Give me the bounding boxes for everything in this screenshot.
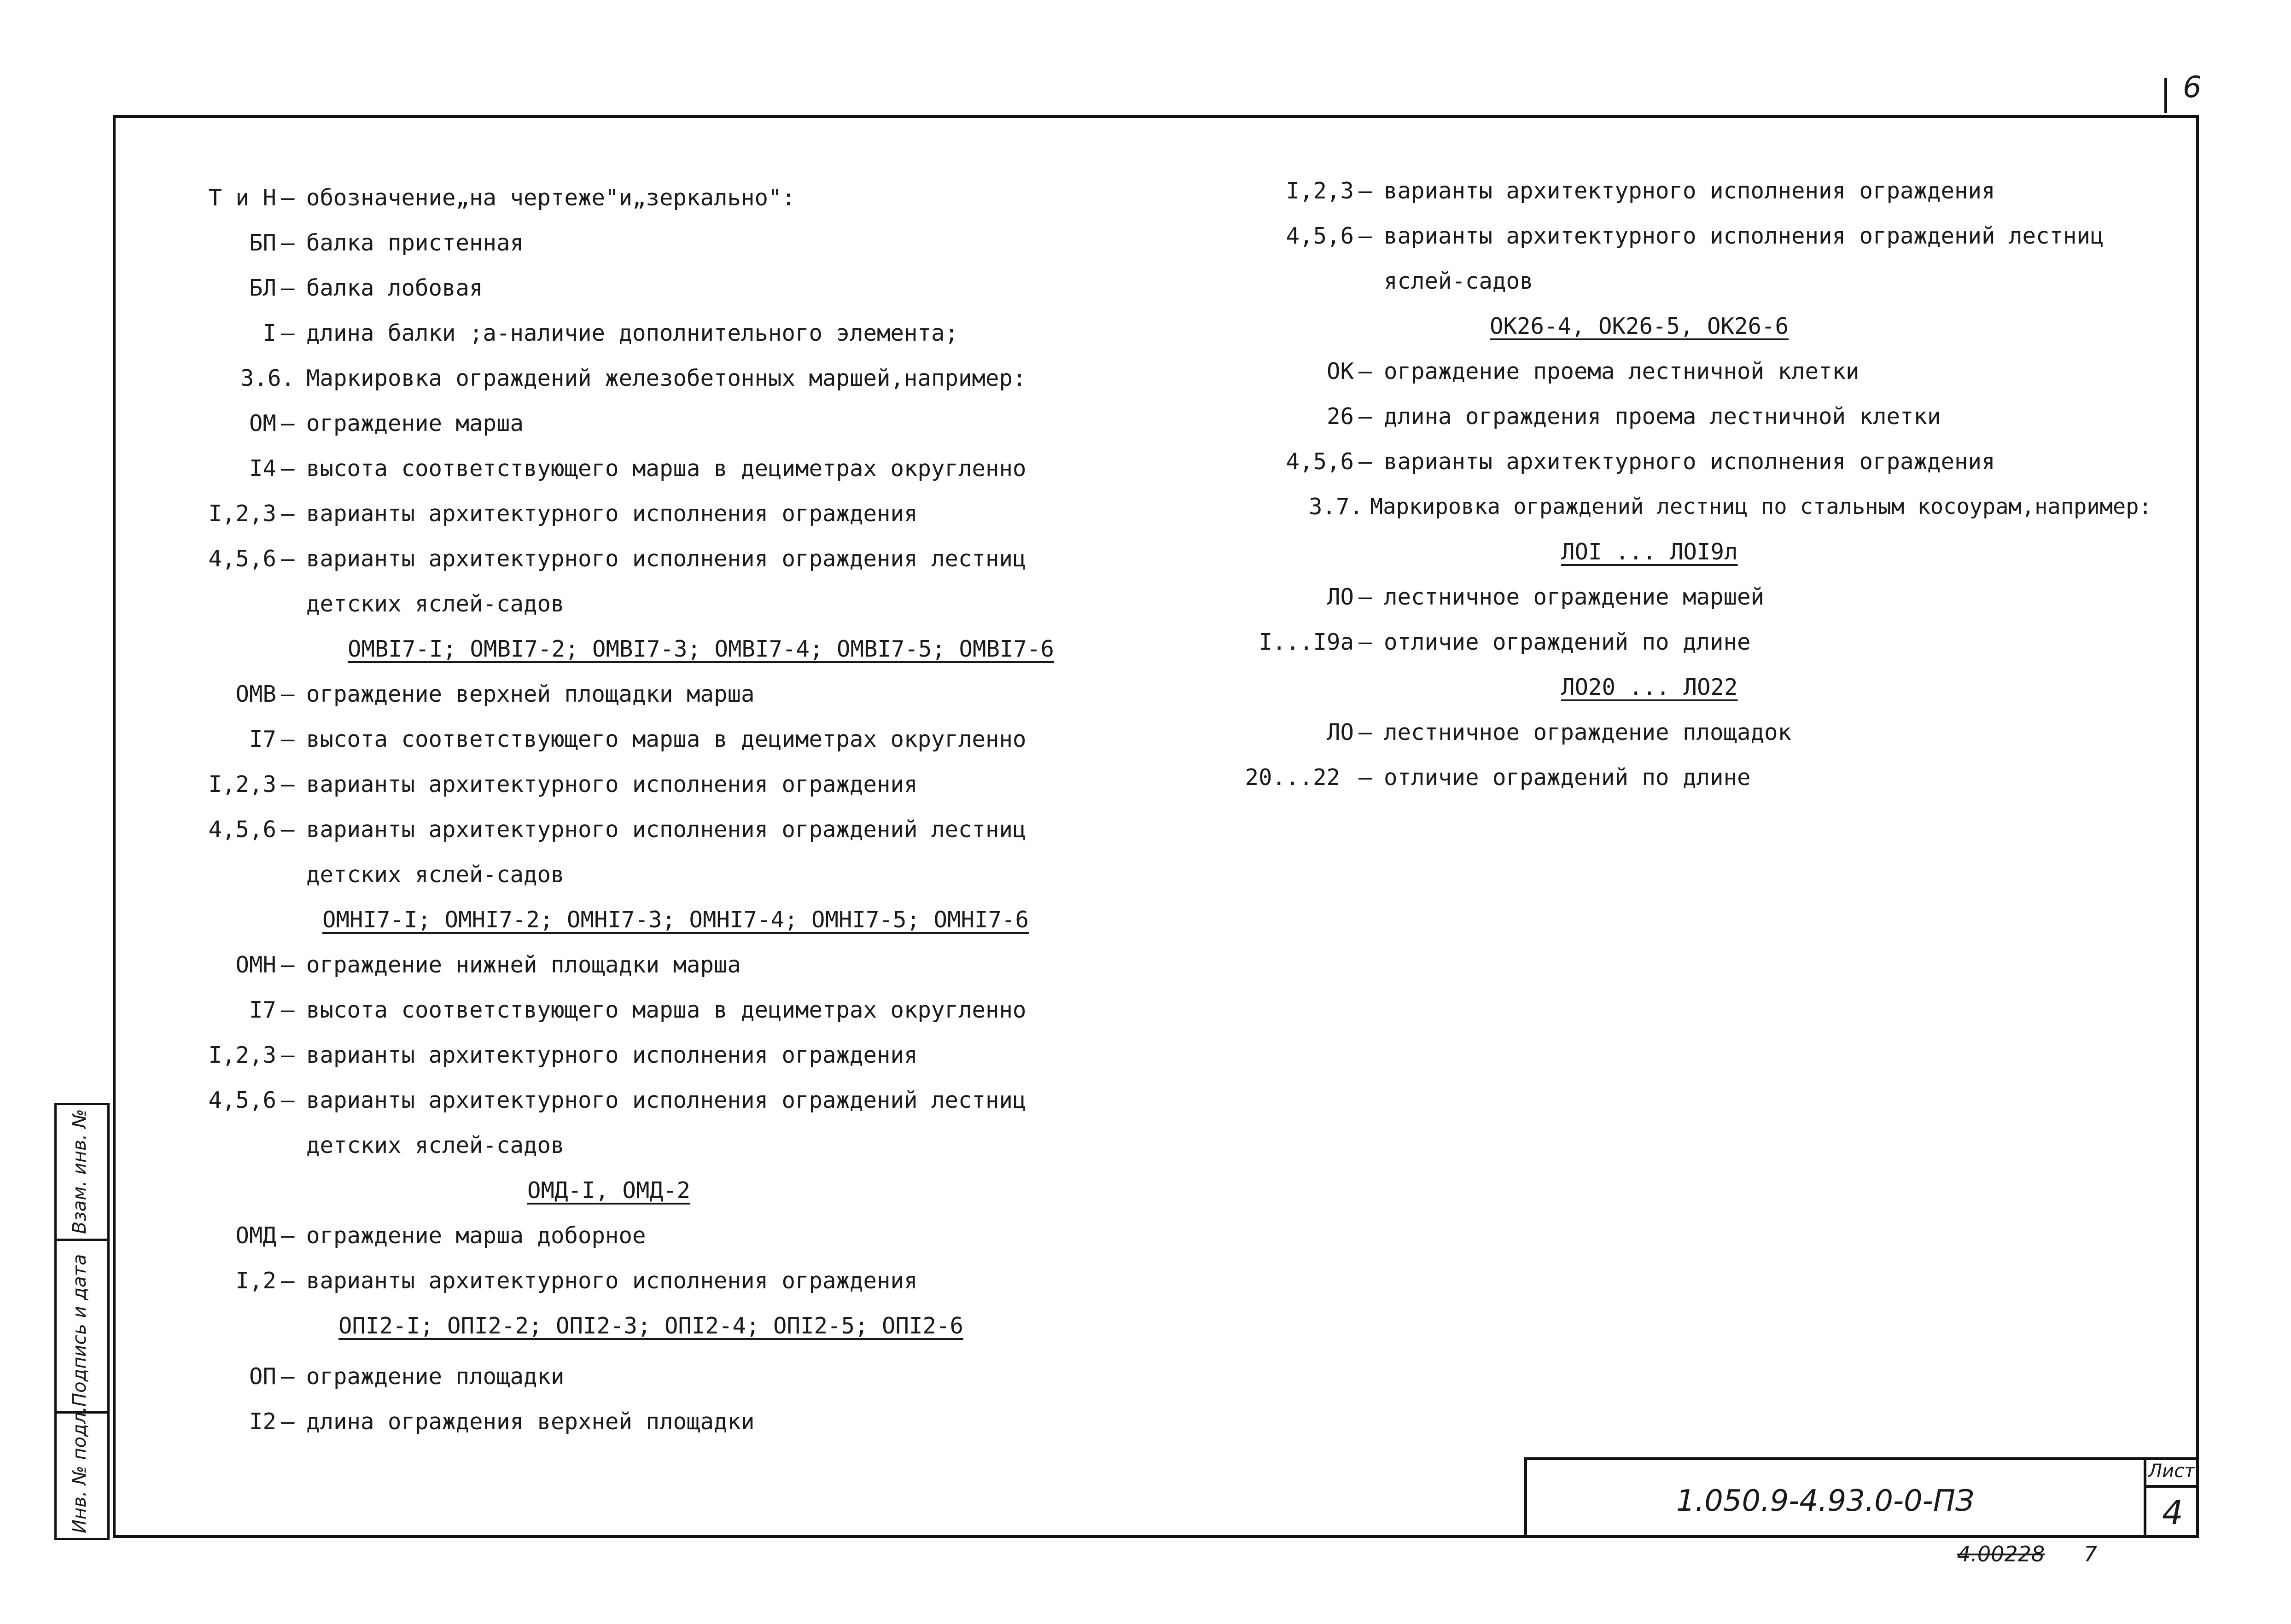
row-code: Т и Н	[208, 185, 276, 211]
row-text: варианты архитектурного исполнения ограждения	[1384, 448, 1995, 475]
row-dash: –	[1358, 358, 1372, 384]
row-code: I,2,3	[208, 501, 276, 527]
row-code: 4,5,6	[208, 546, 276, 572]
document-code: 1.050.9-4.93.0-0-ПЗ	[1676, 1484, 1974, 1518]
row-code: I4	[249, 455, 276, 482]
row-dash: –	[281, 1409, 295, 1435]
row-text: варианты архитектурного исполнения ограждения лестниц	[306, 546, 1026, 572]
row-code: ЛО	[1326, 584, 1354, 610]
row-dash: –	[281, 681, 295, 707]
row-code: 4,5,6	[1286, 223, 1354, 249]
row-dash: –	[281, 185, 295, 211]
row-text: варианты архитектурного исполнения ограждения	[306, 1268, 918, 1294]
row-text: высота соответствующего марша в дециметрах округленно	[306, 726, 1026, 752]
marking-example: ОМВI7-I; ОМВI7-2; ОМВI7-3; ОМВI7-4; ОМВI7-5; ОМВI7-6	[348, 636, 1055, 662]
row-code: ОМН	[235, 952, 276, 978]
row-continuation: детских яслей-садов	[306, 591, 565, 617]
marking-example: ОМД-I, ОМД-2	[527, 1177, 691, 1204]
row-text: лестничное ограждение маршей	[1384, 584, 1765, 610]
row-code: ЛО	[1326, 719, 1354, 745]
section-number: 3.7.	[1308, 494, 1363, 520]
row-code: 4,5,6	[208, 1087, 276, 1113]
row-text: варианты архитектурного исполнения ограждений лестниц	[306, 816, 1026, 843]
row-code: 4,5,6	[1286, 448, 1354, 475]
row-code: 20...22	[1245, 764, 1340, 791]
row-text: балка лобовая	[306, 275, 483, 301]
row-code: I	[262, 320, 276, 346]
row-code: ОМ	[249, 410, 276, 437]
marking-example: ЛОI ... ЛОI9л	[1561, 539, 1738, 565]
page-number: 6	[2183, 70, 2202, 105]
row-text: ограждение марша доборное	[306, 1222, 646, 1249]
row-dash: –	[281, 816, 295, 843]
row-text: длина балки ;а-наличие дополнительного элемента;	[306, 320, 959, 346]
row-text: варианты архитектурного исполнения ограждения	[306, 771, 918, 797]
row-dash: –	[281, 546, 295, 572]
row-continuation: детских яслей-садов	[306, 1132, 565, 1158]
row-text: ограждение марша	[306, 410, 524, 437]
row-text: высота соответствующего марша в дециметрах округленно	[306, 997, 1026, 1023]
row-dash: –	[281, 230, 295, 256]
row-text: варианты архитектурного исполнения ограждений лестниц	[1384, 223, 2104, 249]
row-text: лестничное ограждение площадок	[1384, 719, 1792, 745]
row-text: варианты архитектурного исполнения ограждений лестниц	[306, 1087, 1026, 1113]
archive-number: 4.00228	[1957, 1542, 2045, 1566]
marking-example: ОК26-4, ОК26-5, ОК26-6	[1490, 313, 1789, 339]
sheet-number: 4	[2162, 1493, 2183, 1532]
row-text: высота соответствующего марша в дециметрах округленно	[306, 455, 1026, 482]
row-dash: –	[1358, 719, 1372, 745]
row-code: I7	[249, 726, 276, 752]
row-dash: –	[281, 1042, 295, 1068]
row-code: БЛ	[249, 275, 276, 301]
row-dash: –	[1358, 629, 1372, 655]
archive-suffix: 7	[2084, 1542, 2098, 1566]
row-continuation: детских яслей-садов	[306, 861, 565, 888]
row-text: отличие ограждений по длине	[1384, 629, 1751, 655]
row-code: I,2	[235, 1268, 276, 1294]
section-number: 3.6.	[240, 365, 295, 391]
row-dash: –	[1358, 584, 1372, 610]
row-text: длина ограждения верхней площадки	[306, 1409, 755, 1435]
marking-example: ОМНI7-I; ОМНI7-2; ОМНI7-3; ОМНI7-4; ОМНI7-5; ОМНI7-6	[322, 907, 1029, 933]
row-text: длина ограждения проема лестничной клетки	[1384, 403, 1941, 430]
row-text: отличие ограждений по длине	[1384, 764, 1751, 791]
row-text: варианты архитектурного исполнения ограждения	[306, 501, 918, 527]
marking-example: ОПI2-I; ОПI2-2; ОПI2-3; ОПI2-4; ОПI2-5; ОПI2-6	[338, 1313, 964, 1339]
row-dash: –	[281, 320, 295, 346]
row-dash: –	[281, 1222, 295, 1249]
title-block-sheet-divider	[2144, 1485, 2199, 1488]
row-dash: –	[281, 771, 295, 797]
row-dash: –	[1358, 223, 1372, 249]
row-dash: –	[281, 1268, 295, 1294]
row-text: обозначение„на чертеже"и„зеркально":	[306, 185, 796, 211]
row-dash: –	[1358, 448, 1372, 475]
row-text: варианты архитектурного исполнения ограждения	[306, 1042, 918, 1068]
section-text: Маркировка ограждений железобетонных маршей,например:	[306, 365, 1026, 391]
row-dash: –	[281, 726, 295, 752]
page-number-tick	[2164, 78, 2167, 113]
row-code: I7	[249, 997, 276, 1023]
row-text: ограждение нижней площадки марша	[306, 952, 741, 978]
title-block-divider	[2144, 1457, 2146, 1538]
row-dash: –	[281, 1087, 295, 1113]
row-dash: –	[281, 455, 295, 482]
row-dash: –	[281, 1363, 295, 1390]
section-text: Маркировка ограждений лестниц по стальным косоурам,например:	[1370, 494, 2152, 519]
marking-example: ЛО20 ... ЛО22	[1561, 674, 1738, 700]
row-code: I...I9а	[1259, 629, 1354, 655]
row-code: 4,5,6	[208, 816, 276, 843]
row-code: 26	[1326, 403, 1354, 430]
row-dash: –	[281, 501, 295, 527]
row-dash: –	[281, 997, 295, 1023]
row-dash: –	[281, 410, 295, 437]
row-text: балка пристенная	[306, 230, 524, 256]
row-code: БП	[249, 230, 276, 256]
row-text: ограждение площадки	[306, 1363, 565, 1390]
row-dash: –	[1358, 403, 1372, 430]
row-code: ОП	[249, 1363, 276, 1390]
row-text: ограждение проема лестничной клетки	[1384, 358, 1860, 384]
side-stamp-label-1: Взам. инв. №	[69, 1109, 90, 1234]
row-dash: –	[281, 952, 295, 978]
sheet-label: Лист	[2148, 1461, 2195, 1482]
side-stamp-label-2: Подпись и дата	[69, 1254, 90, 1407]
row-text: варианты архитектурного исполнения ограждения	[1384, 178, 1995, 204]
row-dash: –	[1358, 764, 1372, 791]
row-code: ОК	[1326, 358, 1354, 384]
row-continuation: яслей-садов	[1384, 268, 1533, 294]
row-dash: –	[281, 275, 295, 301]
row-dash: –	[1358, 178, 1372, 204]
row-code: I,2,3	[1286, 178, 1354, 204]
row-code: ОМД	[235, 1222, 276, 1249]
row-code: I,2,3	[208, 771, 276, 797]
side-stamp-label-3: Инв. № подл.	[69, 1406, 90, 1533]
row-code: I2	[249, 1409, 276, 1435]
row-code: ОМВ	[235, 681, 276, 707]
row-code: I,2,3	[208, 1042, 276, 1068]
row-text: ограждение верхней площадки марша	[306, 681, 755, 707]
